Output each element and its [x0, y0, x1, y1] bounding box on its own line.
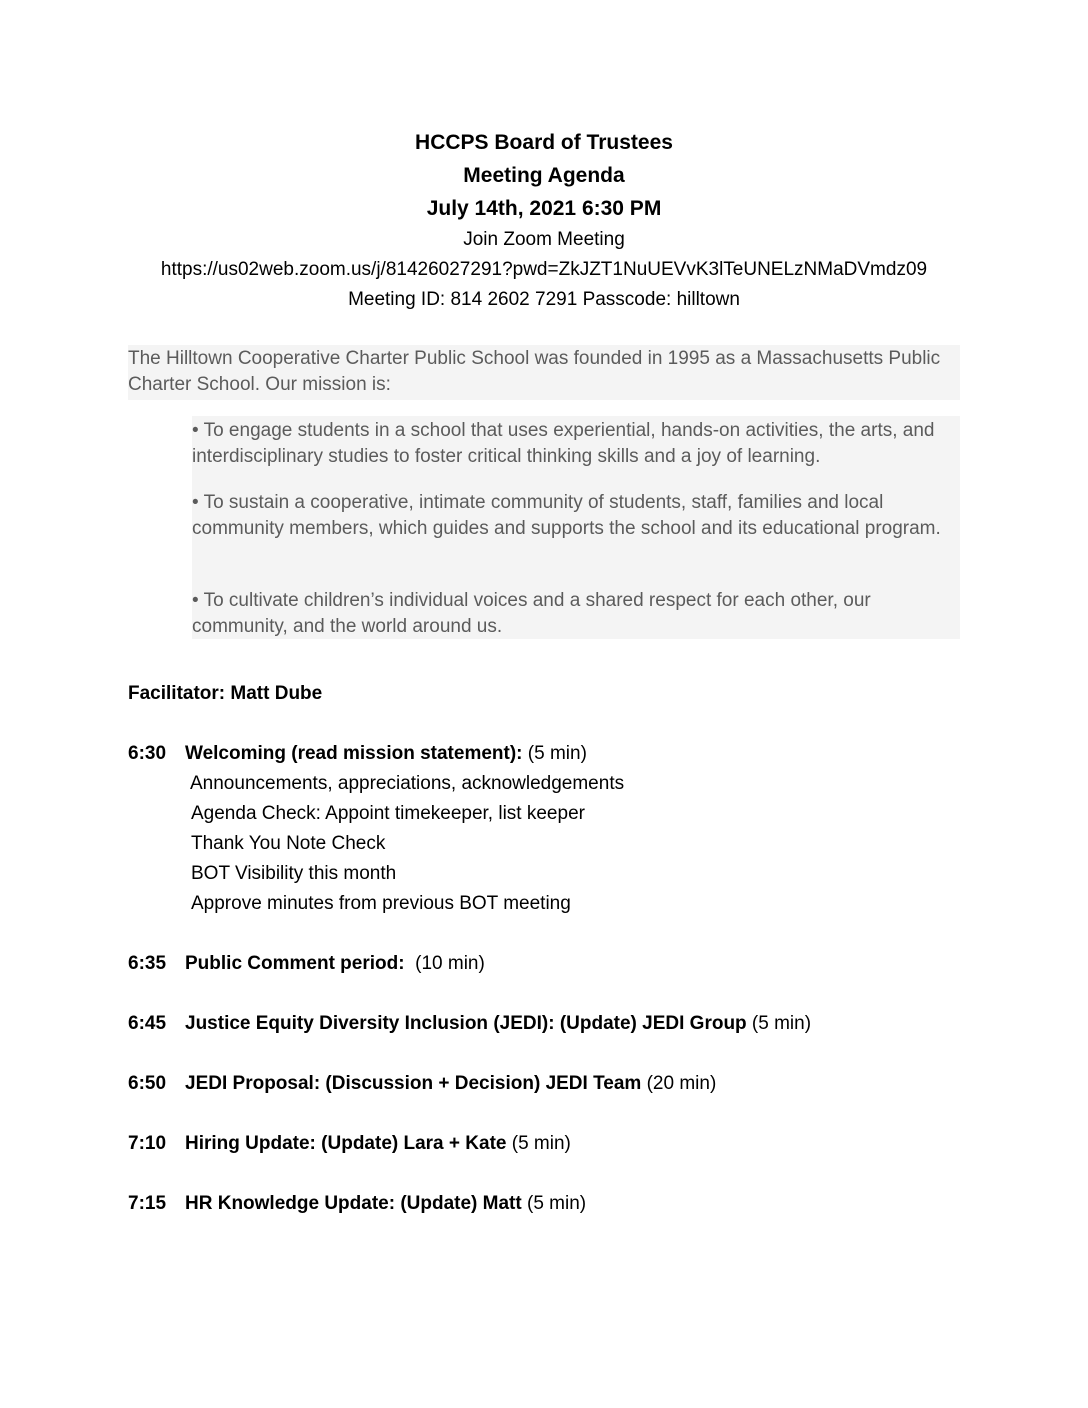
agenda-time: 6:35	[128, 953, 167, 974]
agenda-sub-item: Announcements, appreciations, acknowledgements	[190, 773, 625, 794]
agenda-item	[128, 1130, 571, 1158]
mission-bullet: • To engage students in a school that uses experiential, hands-on activities, the arts, and interdisciplinary studies to foster critical thinking skills and a joy of learning.	[192, 420, 935, 467]
agenda-time: 7:10	[128, 1133, 167, 1154]
agenda-sub-item: Agenda Check: Appoint timekeeper, list keeper	[191, 803, 585, 824]
agenda-duration: (5 min)	[521, 1193, 587, 1214]
zoom-link[interactable]: https://us02web.zoom.us/j/81426027291?pwd=ZkJZT1NuUEVvK3lTeUNELzNMaDVmdz09	[160, 259, 928, 280]
agenda-time: 7:15	[128, 1193, 167, 1214]
agenda-label: Welcoming (read mission statement):	[185, 743, 523, 764]
agenda-time: 6:50	[128, 1073, 167, 1094]
agenda-label: JEDI Proposal: (Discussion + Decision) JEDI Team	[185, 1073, 642, 1094]
agenda-label: HR Knowledge Update: (Update) Matt	[185, 1193, 522, 1214]
meeting-id: Meeting ID: 814 2602 7291 Passcode: hilltown	[348, 289, 740, 310]
agenda-item	[128, 1010, 811, 1038]
mission-intro: The Hilltown Cooperative Charter Public School was founded in 1995 as a Massachusetts Public Charter School. Our mission is:	[128, 345, 960, 400]
agenda-label: Hiring Update: (Update) Lara + Kate	[185, 1133, 507, 1154]
mission-list	[192, 416, 960, 639]
agenda-label: Public Comment period:	[185, 953, 405, 974]
agenda-sub-item: BOT Visibility this month	[191, 863, 397, 884]
header-date: July 14th, 2021 6:30 PM	[426, 197, 662, 220]
facilitator: Facilitator: Matt Dube	[128, 683, 323, 704]
agenda-item	[128, 1190, 586, 1218]
agenda-item	[128, 740, 587, 768]
header-subtitle: Meeting Agenda	[463, 164, 625, 187]
agenda-duration: (5 min)	[522, 743, 587, 764]
header-title: HCCPS Board of Trustees	[415, 131, 673, 154]
agenda-duration: (20 min)	[641, 1073, 717, 1094]
agenda-item	[128, 950, 485, 978]
agenda-time: 6:30	[128, 743, 167, 764]
document-header	[0, 126, 1088, 315]
agenda-sub-item: Approve minutes from previous BOT meeting	[191, 893, 571, 914]
mission-bullet: • To cultivate children’s individual voices and a shared respect for each other, our community, and the world around us.	[192, 590, 871, 637]
agenda-duration: (5 min)	[506, 1133, 571, 1154]
agenda-item	[128, 1070, 716, 1098]
agenda-sub-item: Thank You Note Check	[191, 833, 386, 854]
zoom-label: Join Zoom Meeting	[463, 229, 625, 250]
agenda-label: Justice Equity Diversity Inclusion (JEDI): (Update) JEDI Group	[185, 1013, 747, 1034]
mission-bullet: • To sustain a cooperative, intimate community of students, staff, families and local community members, which guides and supports the school and its educational program.	[192, 492, 941, 539]
agenda-duration: (5 min)	[746, 1013, 812, 1034]
agenda-duration: (10 min)	[404, 953, 485, 974]
agenda-time: 6:45	[128, 1013, 167, 1034]
